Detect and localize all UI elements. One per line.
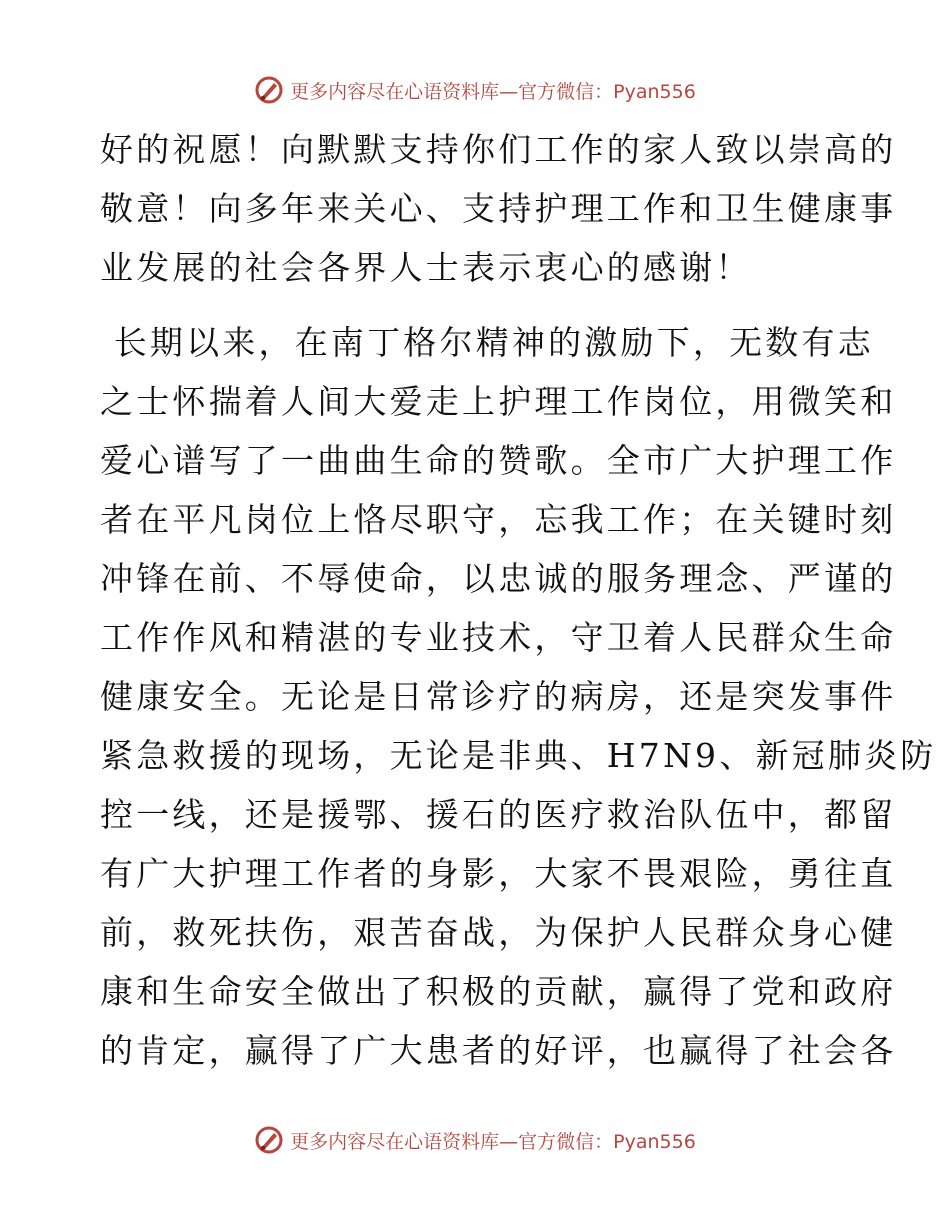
header-watermark [0, 72, 950, 108]
paragraph-spacer [100, 297, 850, 313]
text-line: 健康安全。无论是日常诊疗的病房，还是突发事件 [100, 677, 897, 716]
text-line: 的肯定，赢得了广大患者的好评，也赢得了社会各 [100, 1031, 897, 1070]
text-line: 好的祝愿！向默默支持你们工作的家人致以崇高的 [100, 130, 897, 169]
text-line: 敬意！向多年来关心、支持护理工作和卫生健康事 [100, 189, 897, 228]
document-body [100, 120, 937, 1080]
footer-watermark [0, 1122, 950, 1158]
text-line: 爱心谱写了一曲曲生命的赞歌。全市广大护理工作 [100, 441, 897, 480]
text-line: 者在平凡岗位上恪尽职守，忘我工作；在关键时刻 [100, 500, 897, 539]
text-line: 有广大护理工作者的身影，大家不畏艰险，勇往直 [100, 854, 897, 893]
text-line: 紧急救援的现场，无论是非典、H7N9、新冠肺炎防 [100, 736, 937, 775]
watermark-text: 更多内容尽在心语资料库—官方微信：Pyan556 [290, 80, 696, 103]
paragraph-2 [100, 313, 937, 1080]
text-line: 业发展的社会各界人士表示衷心的感谢！ [100, 248, 752, 287]
text-line: 冲锋在前、不辱使命，以忠诚的服务理念、严谨的 [100, 559, 897, 598]
brush-pen-logo-icon [254, 1125, 284, 1155]
text-line: 之士怀揣着人间大爱走上护理工作岗位，用微笑和 [100, 382, 897, 421]
text-line: 前，救死扶伤，艰苦奋战，为保护人民群众身心健 [100, 913, 897, 952]
text-line: 工作作风和精湛的专业技术，守卫着人民群众生命 [100, 618, 897, 657]
text-line: 控一线，还是援鄂、援石的医疗救治队伍中，都留 [100, 795, 897, 834]
brush-pen-logo-icon [254, 75, 284, 105]
watermark-text: 更多内容尽在心语资料库—官方微信：Pyan556 [290, 1130, 696, 1153]
text-line: 长期以来，在南丁格尔精神的激励下，无数有志 [100, 323, 874, 362]
text-line: 康和生命安全做出了积极的贡献，赢得了党和政府 [100, 972, 897, 1011]
paragraph-1 [100, 120, 897, 297]
